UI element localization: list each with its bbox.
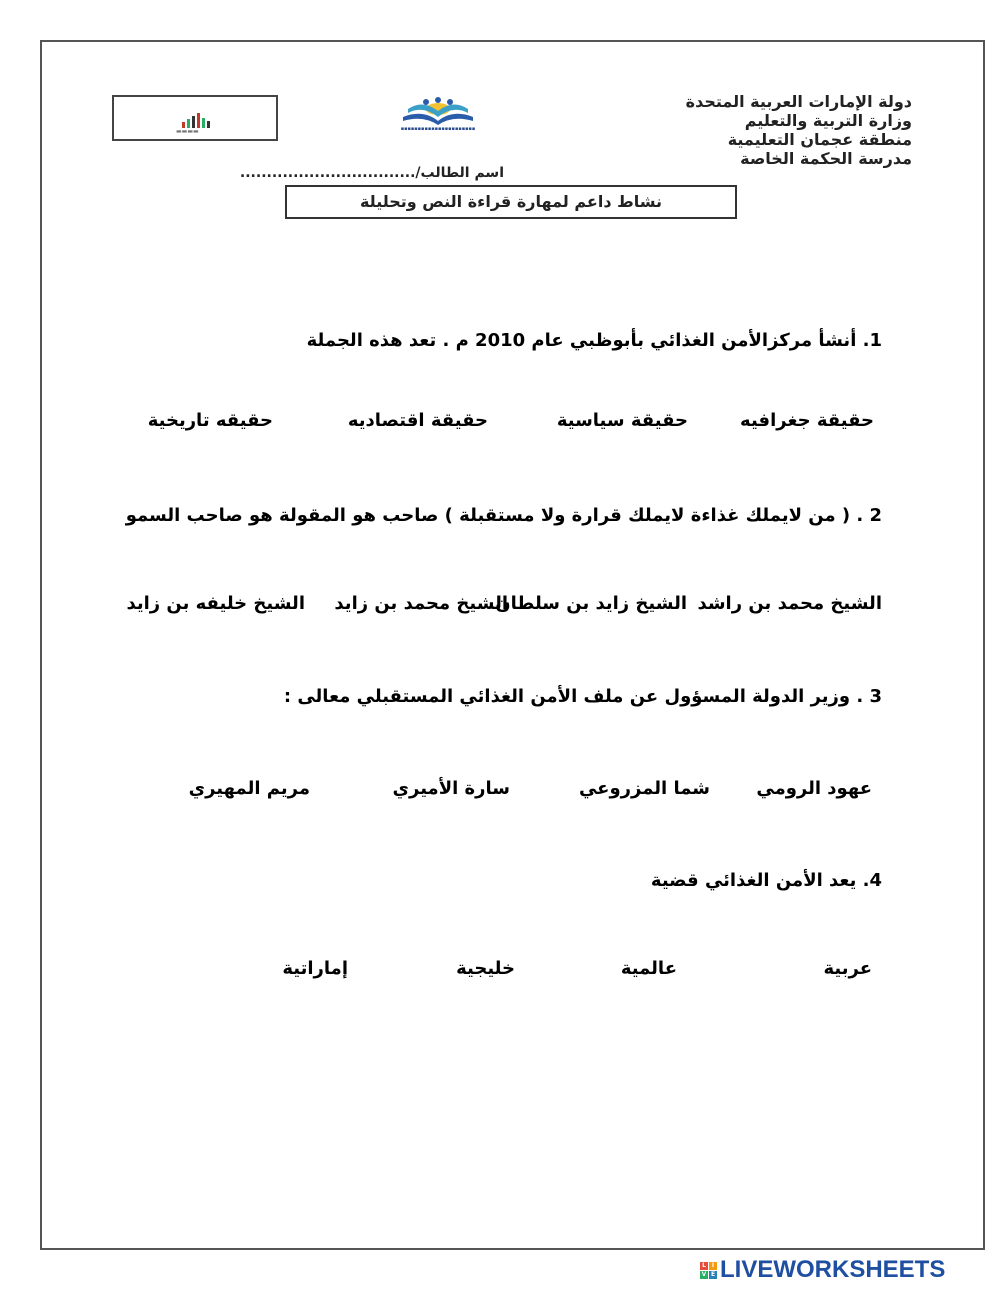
question-2: 2 . ( من لايملك غذاءة لايملك قرارة ولا مستقبلة ) صاحب هو المقولة هو صاحب السمو bbox=[125, 505, 882, 526]
liveworksheets-brand bbox=[700, 1257, 945, 1283]
question-1: 1. أنشأ مركزالأمن الغذائي بأبوظبي عام 2010 م . تعد هذه الجملة bbox=[306, 330, 882, 351]
q1-option-3[interactable]: حقيقة اقتصاديه bbox=[347, 410, 488, 431]
header-line-country: دولة الإمارات العربية المتحدة bbox=[685, 92, 912, 111]
question-3-options bbox=[0, 778, 1000, 806]
q4-option-3[interactable]: خليجية bbox=[456, 958, 515, 979]
school-header bbox=[592, 92, 912, 168]
header-line-school: مدرسة الحكمة الخاصة bbox=[740, 149, 912, 168]
liveworksheets-logo-text: LIVEWORKSHEETS bbox=[720, 1256, 946, 1283]
q1-option-1[interactable]: حقيقة جغرافيه bbox=[740, 410, 874, 431]
q3-option-1[interactable]: عهود الرومي bbox=[756, 778, 872, 799]
question-2-options bbox=[0, 593, 1000, 621]
question-3: 3 . وزير الدولة المسؤول عن ملف الأمن الغذائي المستقبلي معالى : bbox=[283, 686, 882, 707]
q3-option-4[interactable]: مريم المهيري bbox=[188, 778, 310, 799]
icon-square-i: I bbox=[709, 1262, 717, 1270]
q4-option-2[interactable]: عالمية bbox=[620, 958, 677, 979]
page-border bbox=[40, 40, 985, 1250]
q1-option-4[interactable]: حقيقه تاريخية bbox=[147, 410, 273, 431]
q3-option-2[interactable]: شما المزروعي bbox=[578, 778, 710, 799]
question-4-options bbox=[0, 958, 1000, 986]
icon-square-v: V bbox=[701, 1270, 707, 1278]
ministry-logo-caption: ▬▬▬▬ bbox=[176, 128, 199, 135]
icon-square-e: E bbox=[710, 1270, 716, 1278]
school-logo-caption: ▪▪▪▪▪▪▪▪▪▪▪▪▪▪▪▪▪▪▪▪▪▪ bbox=[400, 127, 476, 132]
activity-title: نشاط داعم لمهارة قراءة النص وتحليلة bbox=[285, 185, 737, 219]
q4-option-4[interactable]: إماراتية bbox=[282, 958, 348, 979]
q2-option-2[interactable]: الشيخ زايد بن سلطان bbox=[495, 593, 687, 614]
q3-option-3[interactable]: سارة الأميري bbox=[392, 778, 510, 799]
question-4: 4. يعد الأمن الغذائي قضية bbox=[650, 870, 882, 891]
q2-option-3[interactable]: الشيخ محمد بن زايد bbox=[334, 593, 508, 614]
q2-option-4[interactable]: الشيخ خليفه بن زايد bbox=[126, 593, 305, 614]
q4-option-1[interactable]: عربية bbox=[823, 958, 872, 979]
ministry-logo bbox=[112, 95, 278, 141]
header-line-region: منطقة عجمان التعليمية bbox=[727, 130, 912, 149]
q1-option-2[interactable]: حقيقة سياسية bbox=[556, 410, 688, 431]
icon-square-l: L bbox=[700, 1262, 708, 1270]
ministry-logo-bars bbox=[182, 109, 212, 128]
student-name-field[interactable]: اسم الطالب/................................. bbox=[239, 165, 504, 181]
question-1-options bbox=[0, 410, 1000, 438]
header-line-ministry: وزارة التربية والتعليم bbox=[744, 111, 912, 130]
q2-option-1[interactable]: الشيخ محمد بن راشد bbox=[697, 593, 882, 614]
liveworksheets-icon bbox=[700, 1262, 717, 1279]
